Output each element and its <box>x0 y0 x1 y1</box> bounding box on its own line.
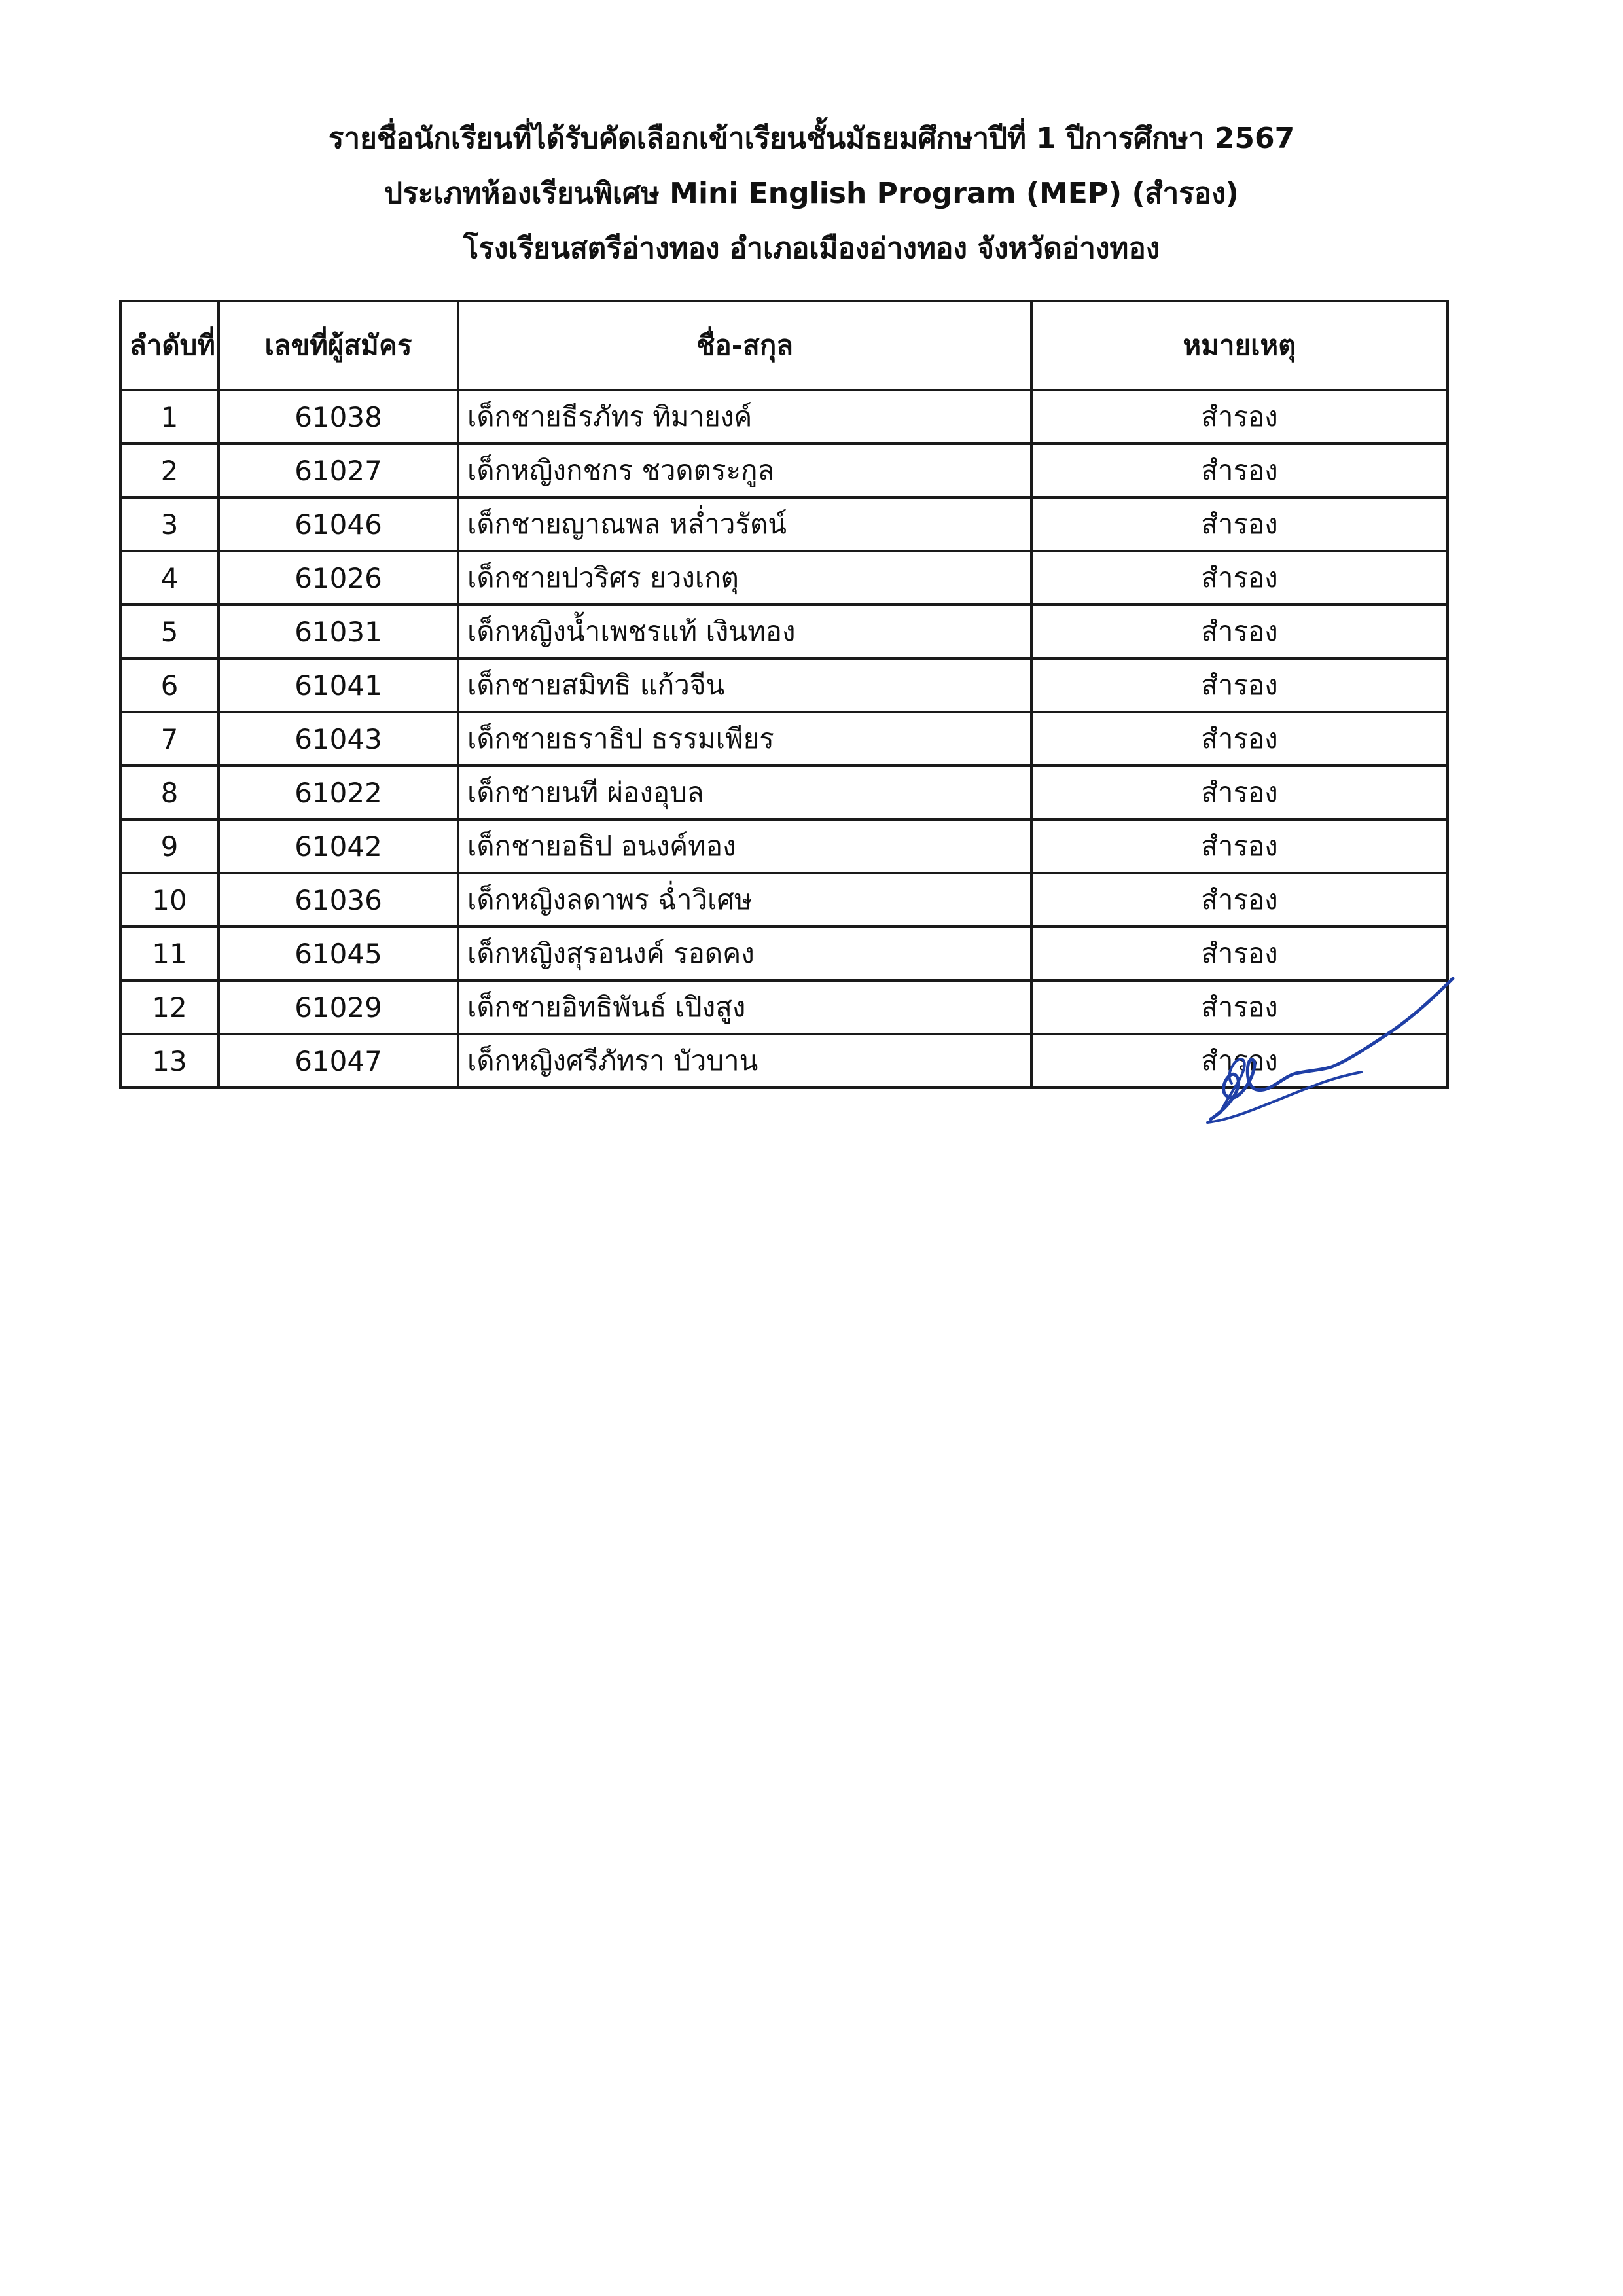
column-header-applicant-id: เลขที่ผู้สมัคร <box>219 301 458 390</box>
table-row <box>120 390 1448 444</box>
order-cell: 12 <box>120 980 219 1034</box>
applicant-id-cell: 61029 <box>219 980 458 1034</box>
order-cell: 2 <box>120 444 219 497</box>
table-row <box>120 658 1448 712</box>
remark-cell: สำรอง <box>1031 1034 1448 1088</box>
table-row <box>120 819 1448 873</box>
name-cell: เด็กหญิงศรีภัทรา บัวบาน <box>458 1034 1031 1088</box>
order-cell: 8 <box>120 766 219 819</box>
name-cell: เด็กชายธราธิป ธรรมเพียร <box>458 712 1031 766</box>
name-cell: เด็กชายอธิป อนงค์ทอง <box>458 819 1031 873</box>
table-row <box>120 444 1448 497</box>
column-header-order: ลำดับที่ <box>120 301 219 390</box>
applicant-id-cell: 61038 <box>219 390 458 444</box>
column-header-remark: หมายเหตุ <box>1031 301 1448 390</box>
order-cell: 11 <box>120 927 219 980</box>
table-row <box>120 873 1448 927</box>
remark-cell: สำรอง <box>1031 980 1448 1034</box>
order-cell: 10 <box>120 873 219 927</box>
remark-cell: สำรอง <box>1031 497 1448 551</box>
order-cell: 6 <box>120 658 219 712</box>
table-row <box>120 551 1448 605</box>
school-name: โรงเรียนสตรีอ่างทอง อำเภอเมืองอ่างทอง จังหวัดอ่างทอง <box>463 232 1160 265</box>
document-header <box>0 111 1623 276</box>
applicant-id-cell: 61042 <box>219 819 458 873</box>
applicant-id-cell: 61047 <box>219 1034 458 1088</box>
name-cell: เด็กชายธีรภัทร ทิมายงค์ <box>458 390 1031 444</box>
order-cell: 9 <box>120 819 219 873</box>
name-cell: เด็กชายญาณพล หล่ำวรัตน์ <box>458 497 1031 551</box>
applicant-id-cell: 61036 <box>219 873 458 927</box>
remark-cell: สำรอง <box>1031 605 1448 658</box>
remark-cell: สำรอง <box>1031 551 1448 605</box>
remark-cell: สำรอง <box>1031 819 1448 873</box>
remark-cell: สำรอง <box>1031 658 1448 712</box>
remark-cell: สำรอง <box>1031 444 1448 497</box>
applicant-id-cell: 61046 <box>219 497 458 551</box>
name-cell: เด็กหญิงสุรอนงค์ รอดคง <box>458 927 1031 980</box>
order-cell: 7 <box>120 712 219 766</box>
applicant-id-cell: 61027 <box>219 444 458 497</box>
table-header-row <box>120 301 1448 390</box>
name-cell: เด็กหญิงลดาพร ฉ่ำวิเศษ <box>458 873 1031 927</box>
name-cell: เด็กชายอิทธิพันธ์ เปิงสูง <box>458 980 1031 1034</box>
applicant-id-cell: 61045 <box>219 927 458 980</box>
remark-cell: สำรอง <box>1031 873 1448 927</box>
order-cell: 13 <box>120 1034 219 1088</box>
applicant-id-cell: 61031 <box>219 605 458 658</box>
applicant-id-cell: 61043 <box>219 712 458 766</box>
applicant-id-cell: 61026 <box>219 551 458 605</box>
table-row <box>120 712 1448 766</box>
table-row <box>120 497 1448 551</box>
document-title: รายชื่อนักเรียนที่ได้รับคัดเลือกเข้าเรียนชั้นมัธยมศึกษาปีที่ 1 ปีการศึกษา 2567 <box>328 122 1295 155</box>
order-cell: 3 <box>120 497 219 551</box>
table-row <box>120 605 1448 658</box>
name-cell: เด็กชายสมิทธิ แก้วจีน <box>458 658 1031 712</box>
remark-cell: สำรอง <box>1031 712 1448 766</box>
signature-stroke <box>1211 978 1453 1119</box>
name-cell: เด็กหญิงน้ำเพชรแท้ เงินทอง <box>458 605 1031 658</box>
remark-cell: สำรอง <box>1031 927 1448 980</box>
handwritten-signature <box>1191 956 1466 1132</box>
order-cell: 5 <box>120 605 219 658</box>
applicant-id-cell: 61022 <box>219 766 458 819</box>
order-cell: 4 <box>120 551 219 605</box>
remark-cell: สำรอง <box>1031 766 1448 819</box>
name-cell: เด็กหญิงกชกร ชวดตระกูล <box>458 444 1031 497</box>
name-cell: เด็กชายนที ผ่องอุบล <box>458 766 1031 819</box>
program-type: ประเภทห้องเรียนพิเศษ Mini English Program (MEP) (สำรอง) <box>384 177 1239 210</box>
remark-cell: สำรอง <box>1031 390 1448 444</box>
table-row <box>120 766 1448 819</box>
order-cell: 1 <box>120 390 219 444</box>
column-header-name: ชื่อ-สกุล <box>458 301 1031 390</box>
applicant-id-cell: 61041 <box>219 658 458 712</box>
name-cell: เด็กชายปวริศร ยวงเกตุ <box>458 551 1031 605</box>
